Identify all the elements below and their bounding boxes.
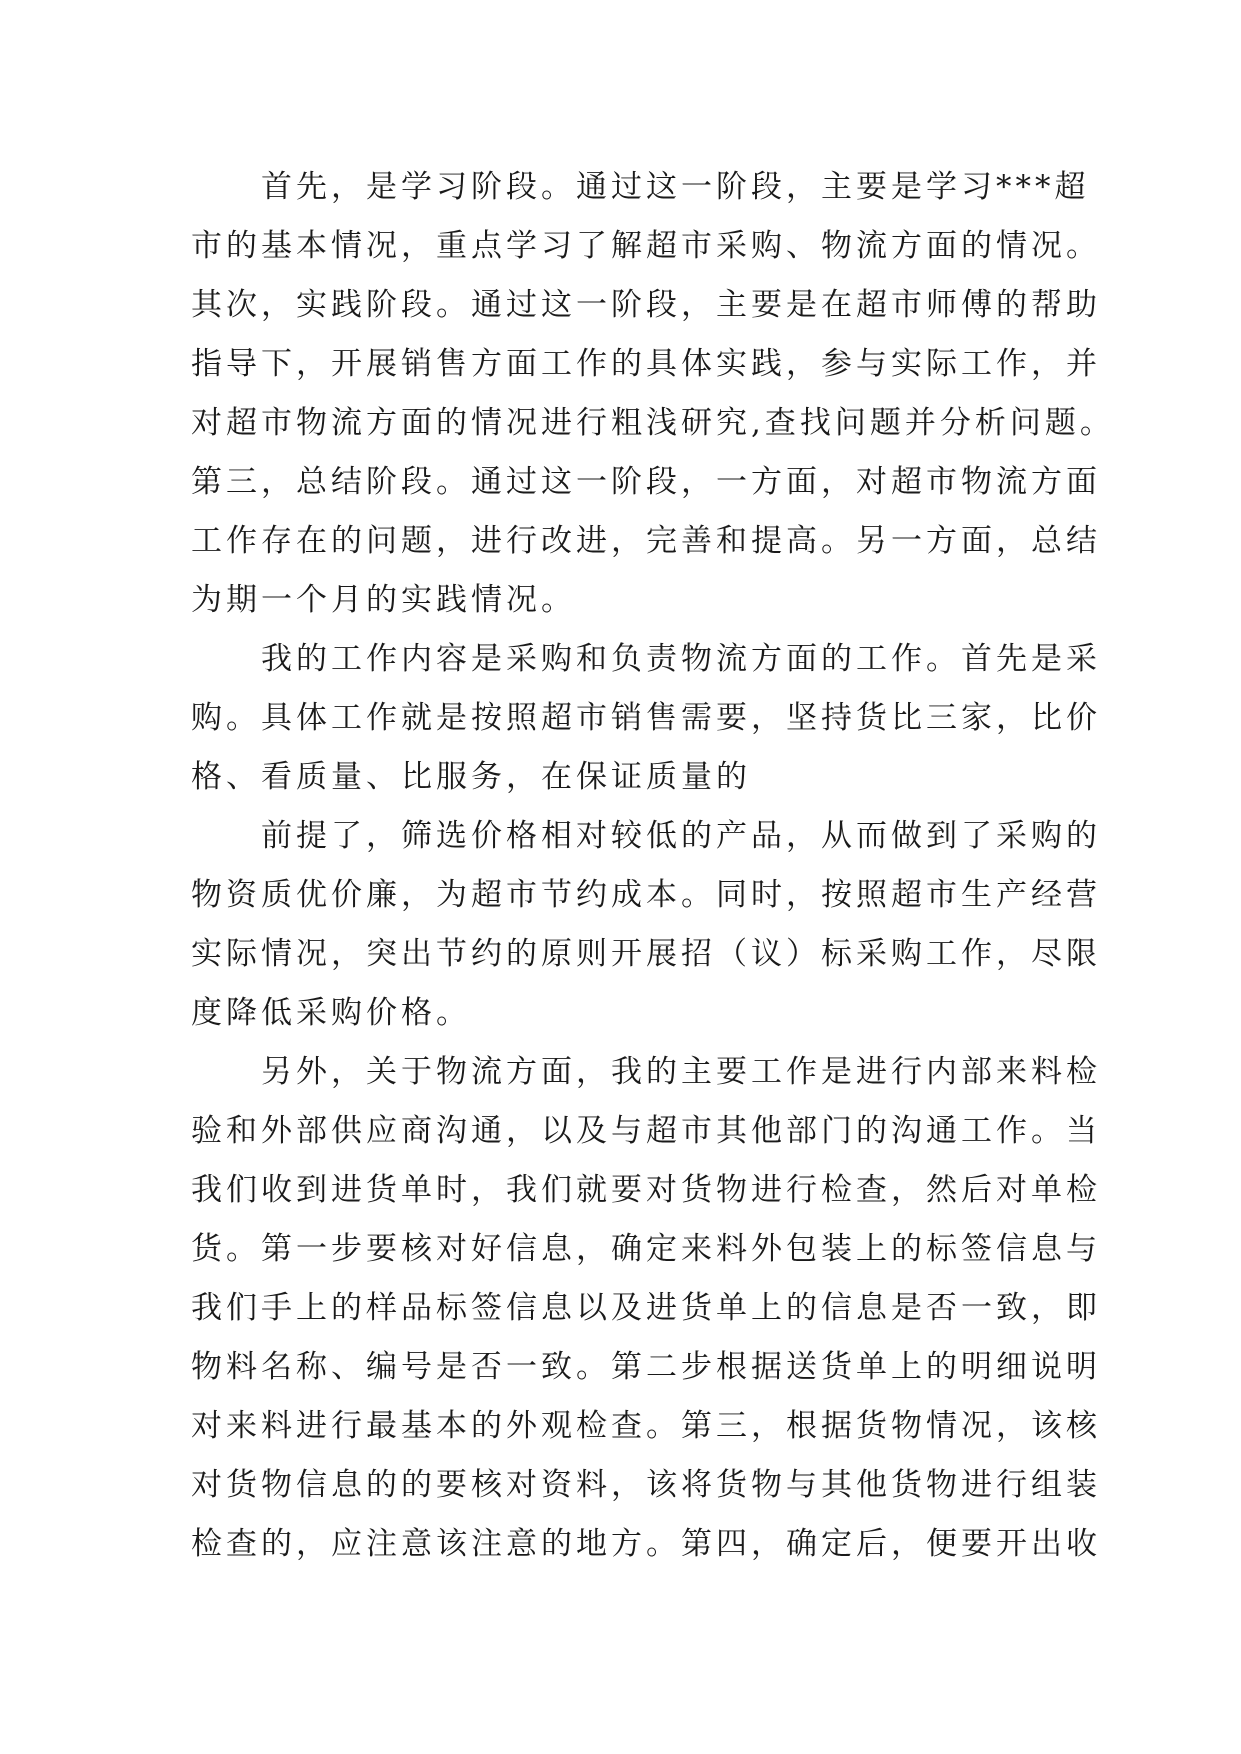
text-line: 货。第一步要核对好信息，确定来料外包装上的标签信息与 [191, 1231, 1101, 1267]
text-line: 验和外部供应商沟通，以及与超市其他部门的沟通工作。当 [191, 1113, 1101, 1149]
text-line: 物料名称、编号是否一致。第二步根据送货单上的明细说明 [191, 1349, 1101, 1385]
text-line: 对超市物流方面的情况进行粗浅研究,查找问题并分析问题。 [191, 405, 1115, 441]
text-line: 我的工作内容是采购和负责物流方面的工作。首先是采 [261, 641, 1101, 677]
text-line: 对来料进行最基本的外观检查。第三，根据货物情况，该核 [191, 1408, 1101, 1444]
text-line: 实际情况，突出节约的原则开展招（议）标采购工作，尽限 [191, 936, 1101, 972]
text-line: 指导下，开展销售方面工作的具体实践，参与实际工作，并 [191, 346, 1101, 382]
text-line: 第三，总结阶段。通过这一阶段，一方面，对超市物流方面 [191, 464, 1101, 500]
text-line: 格、看质量、比服务，在保证质量的 [191, 759, 751, 795]
text-line: 为期一个月的实践情况。 [191, 582, 576, 618]
text-line: 购。具体工作就是按照超市销售需要，坚持货比三家，比价 [191, 700, 1101, 736]
text-line: 物资质优价廉，为超市节约成本。同时，按照超市生产经营 [191, 877, 1101, 913]
text-line: 我们手上的样品标签信息以及进货单上的信息是否一致，即 [191, 1290, 1101, 1326]
text-line: 首先，是学习阶段。通过这一阶段，主要是学习***超 [261, 169, 1090, 205]
text-line: 度降低采购价格。 [191, 995, 471, 1031]
text-line: 其次，实践阶段。通过这一阶段，主要是在超市师傅的帮助 [191, 287, 1101, 323]
text-line: 检查的，应注意该注意的地方。第四，确定后，便要开出收 [191, 1526, 1101, 1562]
text-line: 前提了，筛选价格相对较低的产品，从而做到了采购的 [261, 818, 1101, 854]
text-line: 市的基本情况，重点学习了解超市采购、物流方面的情况。 [191, 228, 1101, 264]
body-text [191, 158, 1115, 1574]
text-line: 另外，关于物流方面，我的主要工作是进行内部来料检 [261, 1054, 1101, 1090]
text-line: 对货物信息的的要核对资料，该将货物与其他货物进行组装 [191, 1467, 1101, 1503]
text-line: 我们收到进货单时，我们就要对货物进行检查，然后对单检 [191, 1172, 1101, 1208]
text-line: 工作存在的问题，进行改进，完善和提高。另一方面，总结 [191, 523, 1101, 559]
